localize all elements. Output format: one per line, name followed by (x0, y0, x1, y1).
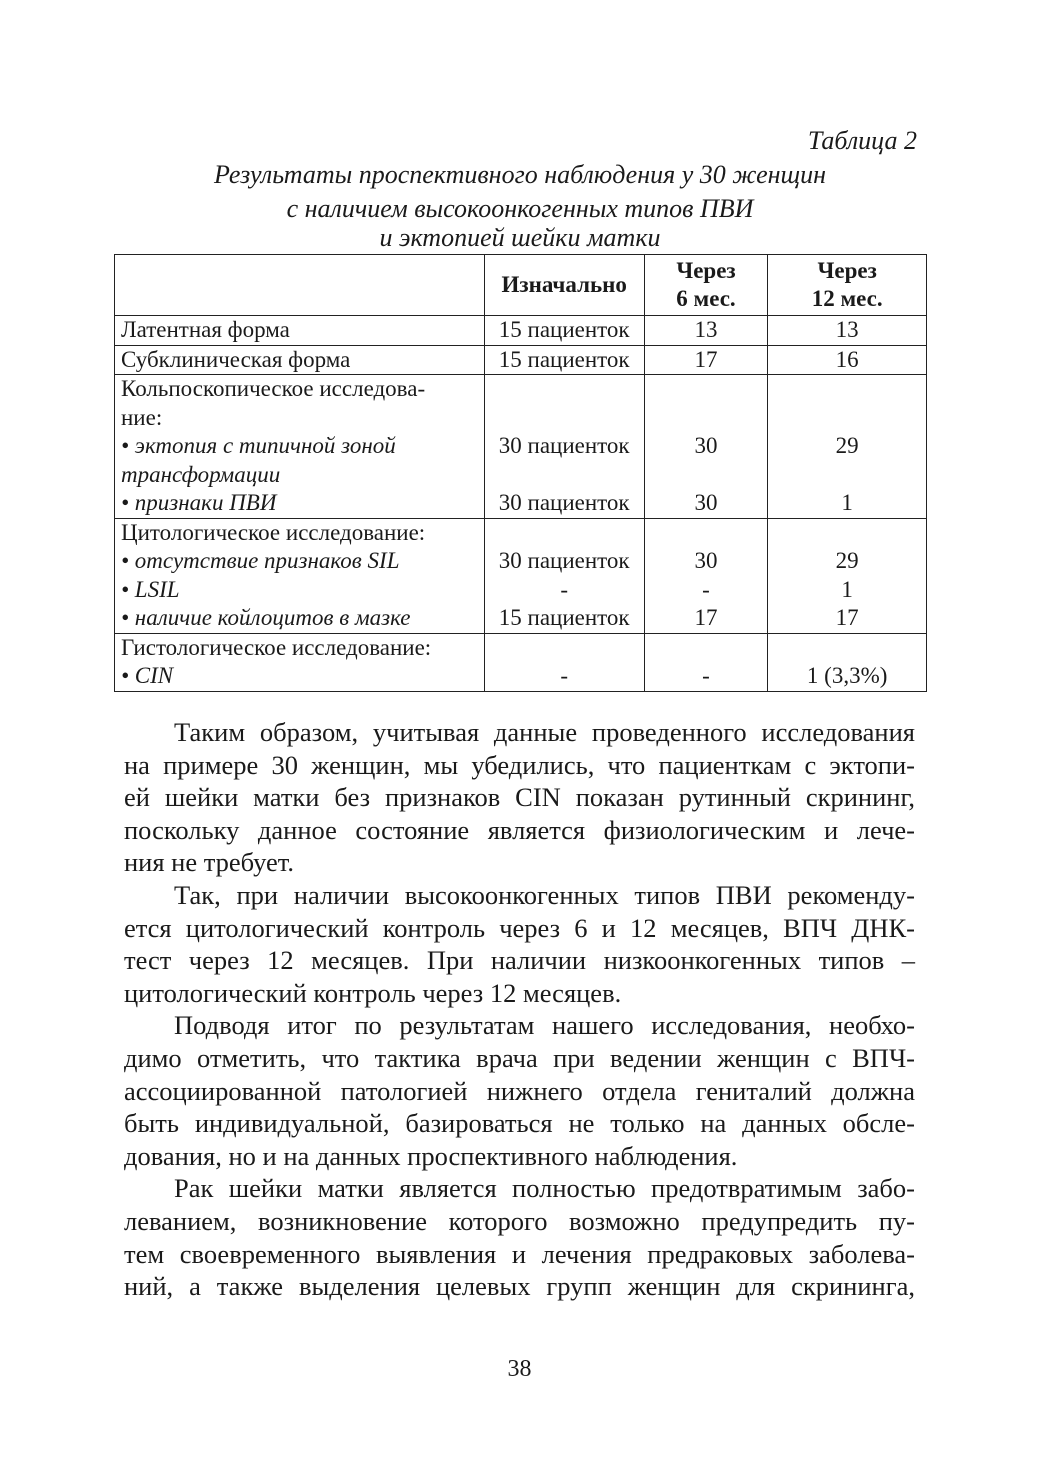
table-label: Таблица 2 (807, 126, 917, 155)
table-title-line: и эктопией шейки матки (379, 223, 661, 252)
twelve-month-cell (768, 316, 927, 346)
text-line: димо отметить, что тактика врача при ведении женщин с ВПЧ- (124, 1042, 915, 1073)
row-label-cell (115, 518, 485, 633)
cell-value: 30 пациенток (498, 490, 630, 515)
paragraph (124, 1009, 915, 1172)
paragraph (124, 716, 915, 879)
cell-value: 1 (3,3%) (806, 663, 888, 688)
cell-value (774, 461, 920, 490)
text-line: ей шейки матки без признаков CIN показан рутинный скрининг, (124, 782, 915, 813)
text-line: Подводя итог по результатам нашего исследования, необхо- (174, 1010, 915, 1041)
cell-value (651, 634, 762, 663)
header-text: 12 мес. (811, 286, 883, 311)
cell-value: - (560, 663, 569, 688)
table-title-line: с наличием высокоонкогенных типов ПВИ (286, 194, 754, 223)
cell-value: 29 (835, 548, 859, 573)
row-sub-label: трансформации (121, 461, 281, 487)
paragraph (124, 1172, 915, 1302)
cell-value: 1 (841, 490, 853, 515)
cell-value: 29 (835, 433, 859, 458)
table-row (115, 633, 927, 691)
text-line: быть индивидуальной, базироваться не только на данных обсле- (124, 1108, 915, 1139)
cell-value: 15 пациенток (498, 346, 630, 372)
initial-cell (484, 633, 644, 691)
text-line: Так, при наличии высокоонкогенных типов ПВИ рекоменду- (174, 879, 915, 910)
text-line: на примере 30 женщин, мы убедились, что пациенткам с эктопи- (124, 749, 915, 780)
six-month-cell (644, 633, 768, 691)
header-cell-12-months (768, 255, 927, 316)
text-line: Таким образом, учитывая данные проведенного исследования (174, 717, 915, 747)
cell-value: 30 (694, 490, 718, 515)
initial-cell (484, 345, 644, 375)
row-sub-label: • CIN (121, 663, 174, 688)
row-sub-label: • отсутствие признаков SIL (121, 548, 400, 573)
row-label-cell (115, 633, 485, 691)
cell-value (774, 519, 920, 548)
table-title (114, 158, 926, 260)
table-row (115, 518, 927, 633)
cell-value: 13 (694, 317, 718, 342)
initial-cell (484, 518, 644, 633)
row-label: Субклиническая форма (121, 346, 351, 372)
cell-value: 17 (694, 346, 718, 372)
cell-value (491, 519, 638, 548)
cell-value (774, 404, 920, 433)
text-line: дования, но и на данных проспективного наблюдения. (124, 1140, 738, 1171)
row-label-cell (115, 316, 485, 346)
cell-value: 30 (694, 433, 718, 458)
cell-value: - (560, 576, 569, 602)
initial-cell (484, 316, 644, 346)
row-sub-label: • наличие койлоцитов в мазке (121, 605, 411, 630)
cell-value: - (702, 576, 710, 602)
row-sub-label: • эктопия с типичной зоной (121, 433, 396, 458)
cell-value: 15 пациенток (498, 605, 630, 630)
text-line: ется цитологический контроль через 6 и 12 месяцев, ВПЧ ДНК- (124, 912, 915, 943)
text-line: цитологический контроль через 12 месяцев. (124, 977, 622, 1008)
text-line: тест через 12 месяцев. При наличии низкоонкогенных типов – (124, 945, 915, 976)
row-label-cell (115, 345, 485, 375)
cell-value (491, 375, 638, 404)
header-text: Через (817, 258, 877, 283)
header-text: 6 мес. (676, 286, 736, 311)
table-row (115, 316, 927, 346)
twelve-month-cell (768, 375, 927, 519)
row-sub-label: • LSIL (121, 576, 180, 602)
twelve-month-cell (768, 345, 927, 375)
cell-value (774, 375, 920, 404)
cell-value: 17 (835, 605, 859, 630)
six-month-cell (644, 518, 768, 633)
row-sub-label: • признаки ПВИ (121, 490, 277, 515)
text-line: тем своевременного выявления и лечения предраковых заболева- (124, 1238, 915, 1269)
header-cell-initial: Изначально (484, 255, 644, 316)
six-month-cell (644, 375, 768, 519)
text-line: поскольку данное состояние является физиологическим и лече- (124, 814, 915, 845)
cell-value: 16 (835, 346, 859, 372)
initial-cell (484, 375, 644, 519)
cell-value: - (702, 663, 710, 688)
text-line: леванием, возникновение которого возможно предупредить пу- (124, 1205, 915, 1236)
row-label: Гистологическое исследование: (121, 634, 432, 660)
cell-value (774, 634, 920, 663)
text-line: Рак шейки матки является полностью предотвратимым забо- (174, 1173, 915, 1204)
row-label: Цитологическое исследование: (121, 519, 426, 545)
row-label: Латентная форма (121, 317, 290, 342)
text-line: ний, а также выделения целевых групп женщин для скрининга, (124, 1271, 915, 1302)
twelve-month-cell (768, 633, 927, 691)
cell-value (651, 375, 762, 404)
row-label-cell (115, 375, 485, 519)
table-row (115, 375, 927, 519)
cell-value: 17 (694, 605, 718, 630)
six-month-cell (644, 345, 768, 375)
page-number: 38 (507, 1356, 532, 1382)
six-month-cell (644, 316, 768, 346)
cell-value: 13 (835, 317, 859, 342)
cell-value (651, 461, 762, 490)
results-table (114, 254, 927, 692)
header-text: Через (676, 258, 736, 283)
table-header-row (115, 255, 927, 316)
cell-value: 1 (841, 576, 853, 602)
cell-value: 30 пациенток (498, 548, 630, 573)
text-line: ния не требует. (124, 847, 295, 878)
cell-value (491, 634, 638, 663)
header-cell-empty (115, 255, 485, 316)
cell-value: 30 (694, 548, 718, 573)
cell-value (491, 404, 638, 433)
cell-value (651, 404, 762, 433)
row-label: ние: (121, 404, 163, 430)
paragraph (124, 879, 915, 1009)
cell-value: 30 пациенток (498, 433, 630, 458)
text-line: ассоциированной патологией нижнего отдела гениталий должна (124, 1075, 915, 1106)
twelve-month-cell (768, 518, 927, 633)
cell-value (651, 519, 762, 548)
row-label: Кольпоскопическое исследова- (121, 376, 426, 401)
cell-value (491, 461, 638, 490)
header-cell-6-months (644, 255, 768, 316)
body-text (124, 716, 915, 1303)
table-title-line: Результаты проспективного наблюдения у 30 женщин (213, 160, 827, 189)
table-row (115, 345, 927, 375)
cell-value: 15 пациенток (498, 317, 630, 342)
